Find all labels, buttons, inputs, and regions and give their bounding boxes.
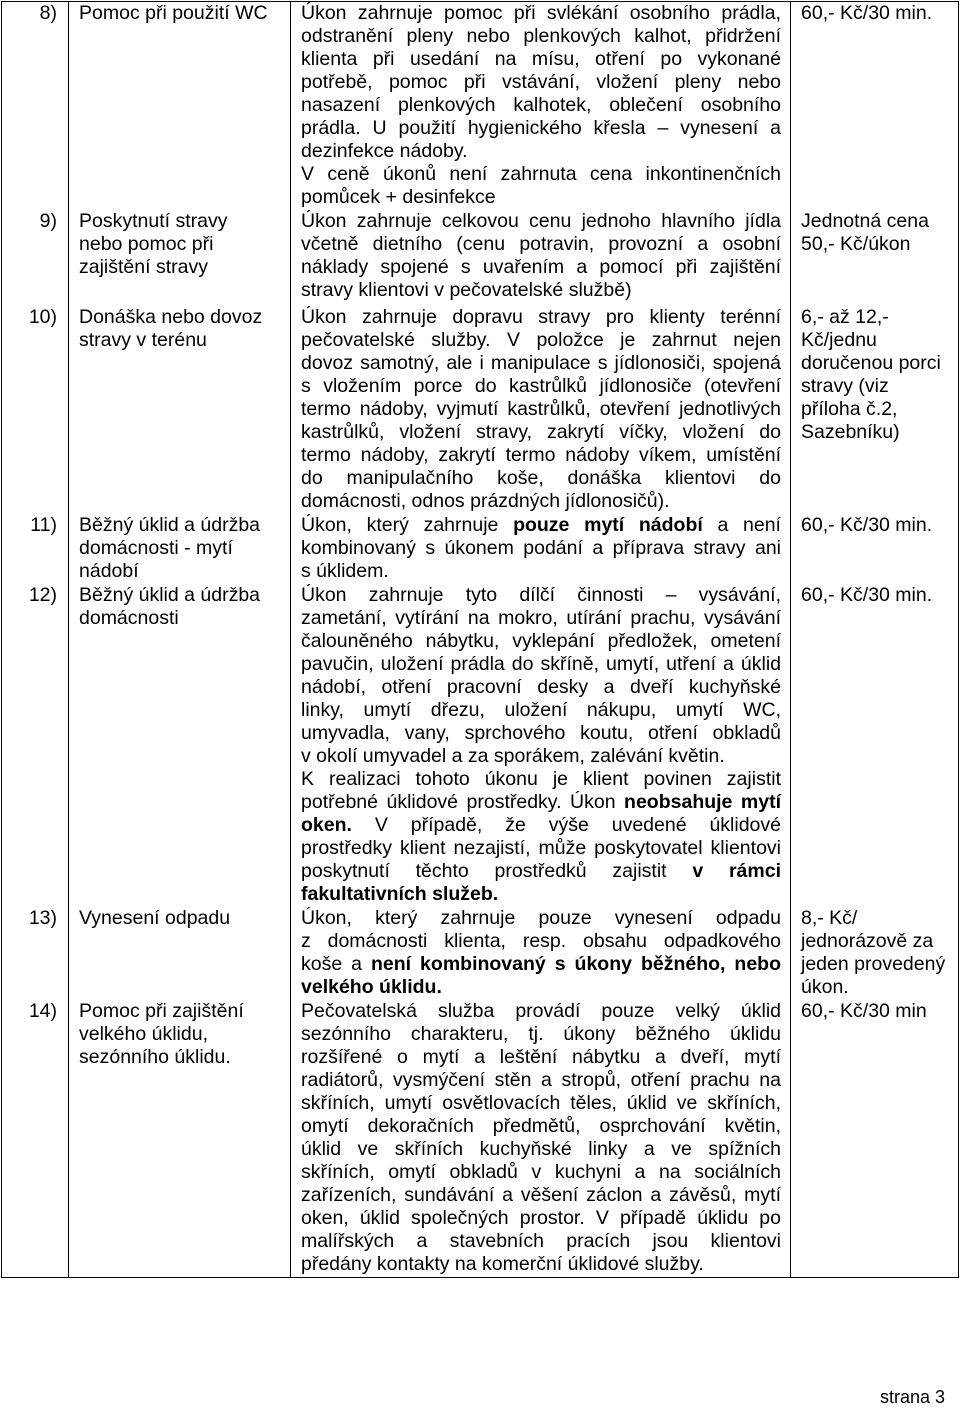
service-name <box>69 514 291 584</box>
description-text: V případě, že výše uvedené úklidové <box>351 814 781 836</box>
description-line: s úklidem. <box>301 560 389 582</box>
description-line: Úkon zahrnuje tyto dílčí činnosti – vysávání, <box>301 584 781 606</box>
service-description <box>291 2 791 211</box>
description-line: linky, umytí dřezu, uložení nákupu, umytí WC, <box>301 699 781 721</box>
service-row <box>2 514 959 584</box>
description-line: s vložením porce do kastrůlků jídlonosiče (otevření <box>301 375 781 397</box>
service-number: 14) <box>2 1000 69 1278</box>
service-number: 9) <box>2 210 69 303</box>
description-line <box>301 860 781 883</box>
description-line: oken, úklid společných prostor. V případě úklidu po <box>301 1207 781 1229</box>
description-line: včetně dietního (cenu potravin, provozní a osobní <box>301 233 781 255</box>
service-row <box>2 303 959 514</box>
service-name-line: Donáška nebo dovoz <box>79 306 263 328</box>
price-line: úkon. <box>801 976 849 998</box>
description-line <box>301 883 781 906</box>
price-line: Jednotná cena <box>801 210 929 232</box>
description-line: kombinovaný s úkonem podání a příprava stravy ani <box>301 537 781 559</box>
service-name-line: sezónního úklidu. <box>79 1046 231 1068</box>
service-row <box>2 210 959 303</box>
service-name <box>69 907 291 1000</box>
price-line: 8,- Kč/ <box>801 907 858 929</box>
description-paragraph <box>301 768 781 906</box>
description-line: předány kontakty na komerční úklidové služby. <box>301 1253 704 1275</box>
service-name <box>69 2 291 211</box>
description-line: Pečovatelská služba provádí pouze velký úklid <box>301 1000 781 1022</box>
description-line: nádobí, otření pracovní desky a dveří kuchyňské <box>301 676 781 698</box>
description-line: skříních, umytí osvětlovacích těles, úklid ve skříních, <box>301 1092 781 1114</box>
price-line: 60,- Kč/30 min <box>801 1000 927 1022</box>
description-line: pomůcek + desinfekce <box>301 186 496 208</box>
page-number: strana 3 <box>879 1387 945 1407</box>
description-paragraph <box>301 907 781 999</box>
description-paragraph <box>301 210 781 302</box>
price-line: stravy (viz <box>801 375 889 397</box>
service-row <box>2 907 959 1000</box>
description-line <box>301 814 781 837</box>
description-line: skříních, omytí obkladů v kuchyni a na sociálních <box>301 1161 781 1183</box>
service-number: 12) <box>2 584 69 907</box>
description-line: malířských a stavebních pracích jsou klientovi <box>301 1230 781 1252</box>
description-line <box>301 791 781 814</box>
description-line: potřebě, pomoc při vstávání, vložení pleny nebo <box>301 71 781 93</box>
description-line: umyvadla, vany, sprchového koutu, otření obkladů <box>301 722 781 744</box>
service-number: 8) <box>2 2 69 211</box>
price-line: příloha č.2, <box>801 398 898 420</box>
description-line: čalouněného nábytku, vyklepání předložek, ometení <box>301 630 781 652</box>
description-text: potřebné úklidové prostředky. Úkon <box>301 791 625 813</box>
service-price <box>791 303 959 514</box>
description-line: náklady spojené s uvařením a pomocí při zajištění <box>301 256 781 278</box>
description-line: Úkon, který zahrnuje pouze vynesení odpadu <box>301 907 781 929</box>
service-name-line: zajištění stravy <box>79 256 208 278</box>
service-description <box>291 514 791 584</box>
service-price <box>791 2 959 211</box>
description-line: úklid ve skříních kuchyňské linky a ve spížních <box>301 1138 781 1160</box>
service-row <box>2 2 959 211</box>
description-line: K realizaci tohoto úkonu je klient povinen zajistit <box>301 768 781 790</box>
description-paragraph <box>301 2 781 163</box>
service-name-line: Běžný úklid a údržba <box>79 584 261 606</box>
description-line: sezónního charakteru, tj. úkony běžného úklidu <box>301 1023 781 1045</box>
price-line: jeden provedený <box>801 953 946 975</box>
description-bold-text: pouze mytí nádobí <box>513 514 703 536</box>
description-line: V ceně úkonů není zahrnuta cena inkontinenčních <box>301 163 781 185</box>
description-line: radiátorů, vysmýčení stěn a stropů, otření prachu na <box>301 1069 781 1091</box>
service-price <box>791 907 959 1000</box>
service-name-line: Běžný úklid a údržba <box>79 514 261 536</box>
description-line: prostředky klient nezajistí, může poskytovatel klientovi <box>301 837 781 859</box>
description-line: pečovatelské služby. V položce je zahrnut nejen <box>301 329 781 351</box>
description-bold-text: není kombinovaný s úkony běžného, nebo <box>371 953 782 975</box>
price-line: 60,- Kč/30 min. <box>801 584 933 606</box>
service-description <box>291 210 791 303</box>
description-line: v okolí umyvadel a za sporákem, zalévání květin. <box>301 745 725 767</box>
description-line: domácnosti, odnos prázdných jídlonosičů). <box>301 490 670 512</box>
description-text: poskytnutí těchto prostředků zajistit <box>301 860 693 882</box>
service-description <box>291 584 791 907</box>
price-line: doručenou porci <box>801 352 941 374</box>
description-paragraph <box>301 163 781 209</box>
description-line: rozšířené o mytí a leštění nábytku a dveří, mytí <box>301 1046 781 1068</box>
description-line: prádla. U použití hygienického křesla – vynesení a <box>301 117 781 139</box>
description-line: omytí dekoračních předmětů, osprchování květin, <box>301 1115 781 1137</box>
service-row <box>2 584 959 907</box>
description-line <box>301 976 781 999</box>
description-line: zametání, vytírání na mokro, utírání prachu, vysávání <box>301 607 781 629</box>
description-line: do manipulačního koše, donáška klientovi do <box>301 467 781 489</box>
service-name-line: velkého úklidu, <box>79 1023 208 1045</box>
service-price <box>791 584 959 907</box>
description-paragraph <box>301 1000 781 1276</box>
service-price <box>791 1000 959 1278</box>
services-table <box>1 1 959 1278</box>
description-line: termo nádoby, zakrytí termo nádoby víkem, umístění <box>301 444 781 466</box>
price-line: Kč/jednu <box>801 329 877 351</box>
service-name <box>69 303 291 514</box>
description-bold-text: neobsahuje mytí <box>624 791 781 813</box>
description-line: odstranění pleny nebo plenkových kalhot, přidržení <box>301 25 781 47</box>
services-table-body <box>2 2 959 1278</box>
service-name-line: Pomoc při použití WC <box>79 2 268 24</box>
service-name-line: domácnosti - mytí <box>79 537 233 559</box>
description-text: koše a <box>301 953 371 975</box>
service-name-line: nádobí <box>79 560 139 582</box>
service-row <box>2 1000 959 1278</box>
description-line: Úkon zahrnuje pomoc při svlékání osobního prádla, <box>301 2 781 24</box>
description-line: Úkon zahrnuje dopravu stravy pro klienty terénní <box>301 306 781 328</box>
service-description <box>291 907 791 1000</box>
price-line: 60,- Kč/30 min. <box>801 514 933 536</box>
price-line: jednorázově za <box>801 930 934 952</box>
service-name-line: Pomoc při zajištění <box>79 1000 244 1022</box>
service-description <box>291 1000 791 1278</box>
service-price <box>791 210 959 303</box>
description-bold-text: oken. <box>301 814 352 836</box>
description-line <box>301 514 781 537</box>
description-line: nasazení plenkových kalhotek, oblečení osobního <box>301 94 781 116</box>
price-line: Sazebníku) <box>801 421 900 443</box>
price-line: 60,- Kč/30 min. <box>801 2 933 24</box>
service-name <box>69 584 291 907</box>
description-line: dovoz samotný, ale i manipulace s jídlonosiči, spojená <box>301 352 781 374</box>
description-line: dezinfekce nádoby. <box>301 140 468 162</box>
description-line <box>301 953 781 976</box>
service-name <box>69 1000 291 1278</box>
service-name-line: nebo pomoc při <box>79 233 214 255</box>
description-bold-text: fakultativních služeb. <box>301 883 499 905</box>
description-bold-text: v rámci <box>692 860 781 882</box>
description-text: a není <box>702 514 781 536</box>
service-number: 13) <box>2 907 69 1000</box>
service-description <box>291 303 791 514</box>
service-name-line: stravy v terénu <box>79 329 207 351</box>
description-bold-text: velkého úklidu. <box>301 976 442 998</box>
description-line: stravy klientovi v pečovatelské službě) <box>301 279 632 301</box>
description-line: z domácnosti klienta, resp. obsahu odpadkového <box>301 930 781 952</box>
description-text: Úkon, který zahrnuje <box>301 514 514 536</box>
service-name-line: Poskytnutí stravy <box>79 210 228 232</box>
description-paragraph <box>301 584 781 768</box>
description-line: zařízeních, sundávání a věšení záclon a závěsů, mytí <box>301 1184 781 1206</box>
service-name <box>69 210 291 303</box>
service-number: 11) <box>2 514 69 584</box>
service-number: 10) <box>2 303 69 514</box>
description-paragraph <box>301 514 781 583</box>
service-price <box>791 514 959 584</box>
description-line: klienta při usedání na mísu, otření po vykonané <box>301 48 781 70</box>
description-paragraph <box>301 306 781 513</box>
description-line: Úkon zahrnuje celkovou cenu jednoho hlavního jídla <box>301 210 781 232</box>
description-line: pavučin, uložení prádla do skříně, umytí, utření a úklid <box>301 653 781 675</box>
price-line: 6,- až 12,- <box>801 306 889 328</box>
price-line: 50,- Kč/úkon <box>801 233 911 255</box>
service-name-line: Vynesení odpadu <box>79 907 231 929</box>
description-line: termo nádoby, vyjmutí kastrůlků, otevření jednotlivých <box>301 398 781 420</box>
service-name-line: domácnosti <box>79 607 179 629</box>
description-line: kastrůlků, vložení stravy, zakrytí víčky, vložení do <box>301 421 781 443</box>
